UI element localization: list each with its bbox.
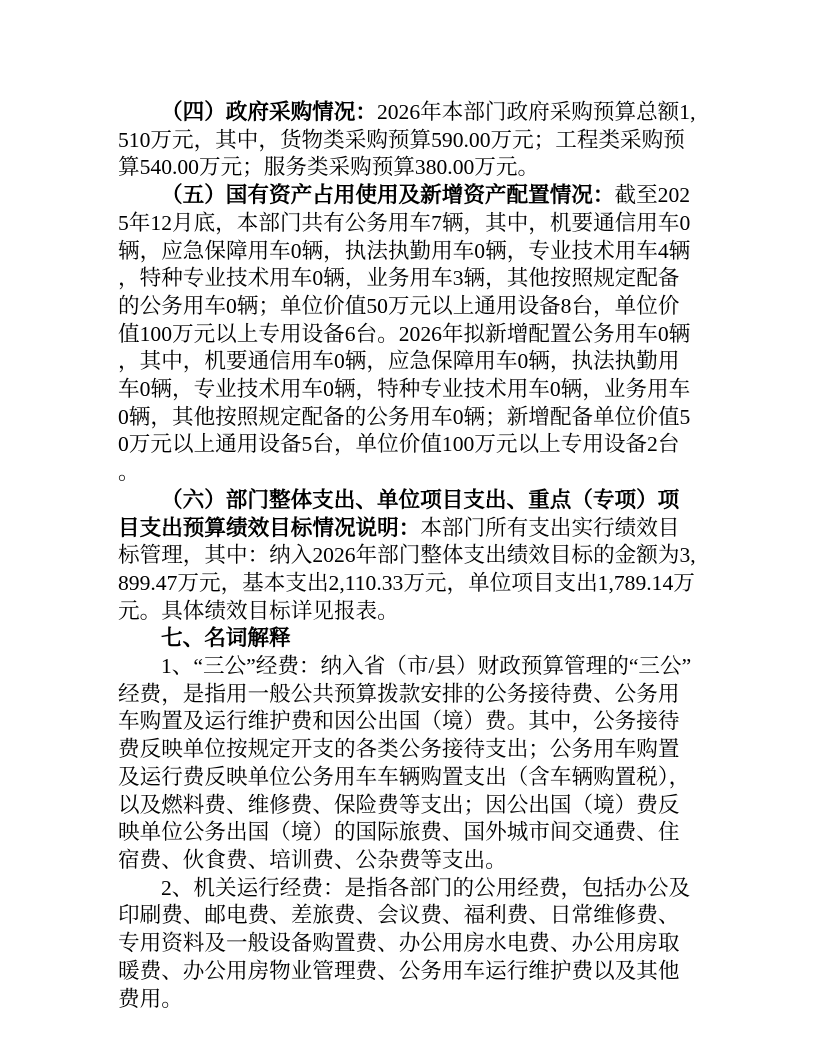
paragraph-state-assets-text: 截至2025年12月底，本部门共有公务用车7辆，其中，机要通信用车0辆，应急保障用车0辆，执法执勤用车0辆，专业技术用车4辆，特种专业技术用车0辆，业务用车3辆，其他按照规定配备的公务用车0辆；单位价值50万元以上通用设备8台，单位价值100万元以上专用设备6台。2026年拟新增配置公务用车0辆，其中，机要通信用车0辆，应急保障用车0辆，执法执勤用车0辆，专业技术用车0辆，特种专业技术用车0辆，业务用车0辆，其他按照规定配备的公务用车0辆；新增配备单位价值50万元以上通用设备5台，单位价值100万元以上专用设备2台。 bbox=[118, 183, 691, 485]
document-body bbox=[118, 99, 696, 1013]
paragraph-state-assets bbox=[118, 182, 696, 487]
paragraph-government-procurement-text: 2026年本部门政府采购预算总额1,510万元，其中，货物类采购预算590.00万元；工程类采购预算540.00万元；服务类采购预算380.00万元。 bbox=[118, 100, 696, 180]
heading-glossary-label: 七、名词解释 bbox=[161, 626, 291, 651]
paragraph-performance-targets bbox=[118, 487, 696, 626]
paragraph-performance-targets-text: 本部门所有支出实行绩效目标管理，其中：纳入2026年部门整体支出绩效目标的金额为3,899.47万元，基本支出2,110.33万元，单位项目支出1,789.14万元。具体绩效目标详见报表。 bbox=[118, 515, 696, 623]
paragraph-government-procurement-heading: （四）政府采购情况： bbox=[161, 100, 377, 124]
paragraph-term-sangong-funds-text: 1、“三公”经费：纳入省（市/县）财政预算管理的“三公”经费，是指用一般公共预算拨款安排的公务接待费、公务用车购置及运行维护费和因公出国（境）费。其中，公务接待费反映单位按规定开支的各类公务接待支出；公务用车购置及运行费反映单位公务用车车辆购置支出（含车辆购置税），以及燃料费、维修费、保险费等支出；因公出国（境）费反映单位公务出国（境）的国际旅费、国外城市间交通费、住宿费、伙食费、培训费、公杂费等支出。 bbox=[118, 654, 692, 872]
paragraph-term-agency-operating-funds-text: 2、机关运行经费：是指各部门的公用经费，包括办公及印刷费、邮电费、差旅费、会议费、福利费、日常维修费、专用资料及一般设备购置费、办公用房水电费、办公用房取暖费、办公用房物业管理费、公务用车运行维护费以及其他费用。 bbox=[118, 875, 691, 1011]
paragraph-performance-targets-heading: （六）部门整体支出、单位项目支出、重点（专项）项目支出预算绩效目标情况说明： bbox=[118, 487, 680, 540]
paragraph-state-assets-heading: （五）国有资产占用使用及新增资产配置情况： bbox=[161, 183, 615, 208]
paragraph-term-sangong-funds bbox=[118, 653, 696, 875]
heading-glossary bbox=[118, 625, 696, 653]
paragraph-term-agency-operating-funds bbox=[118, 875, 696, 1014]
paragraph-government-procurement bbox=[118, 99, 696, 182]
